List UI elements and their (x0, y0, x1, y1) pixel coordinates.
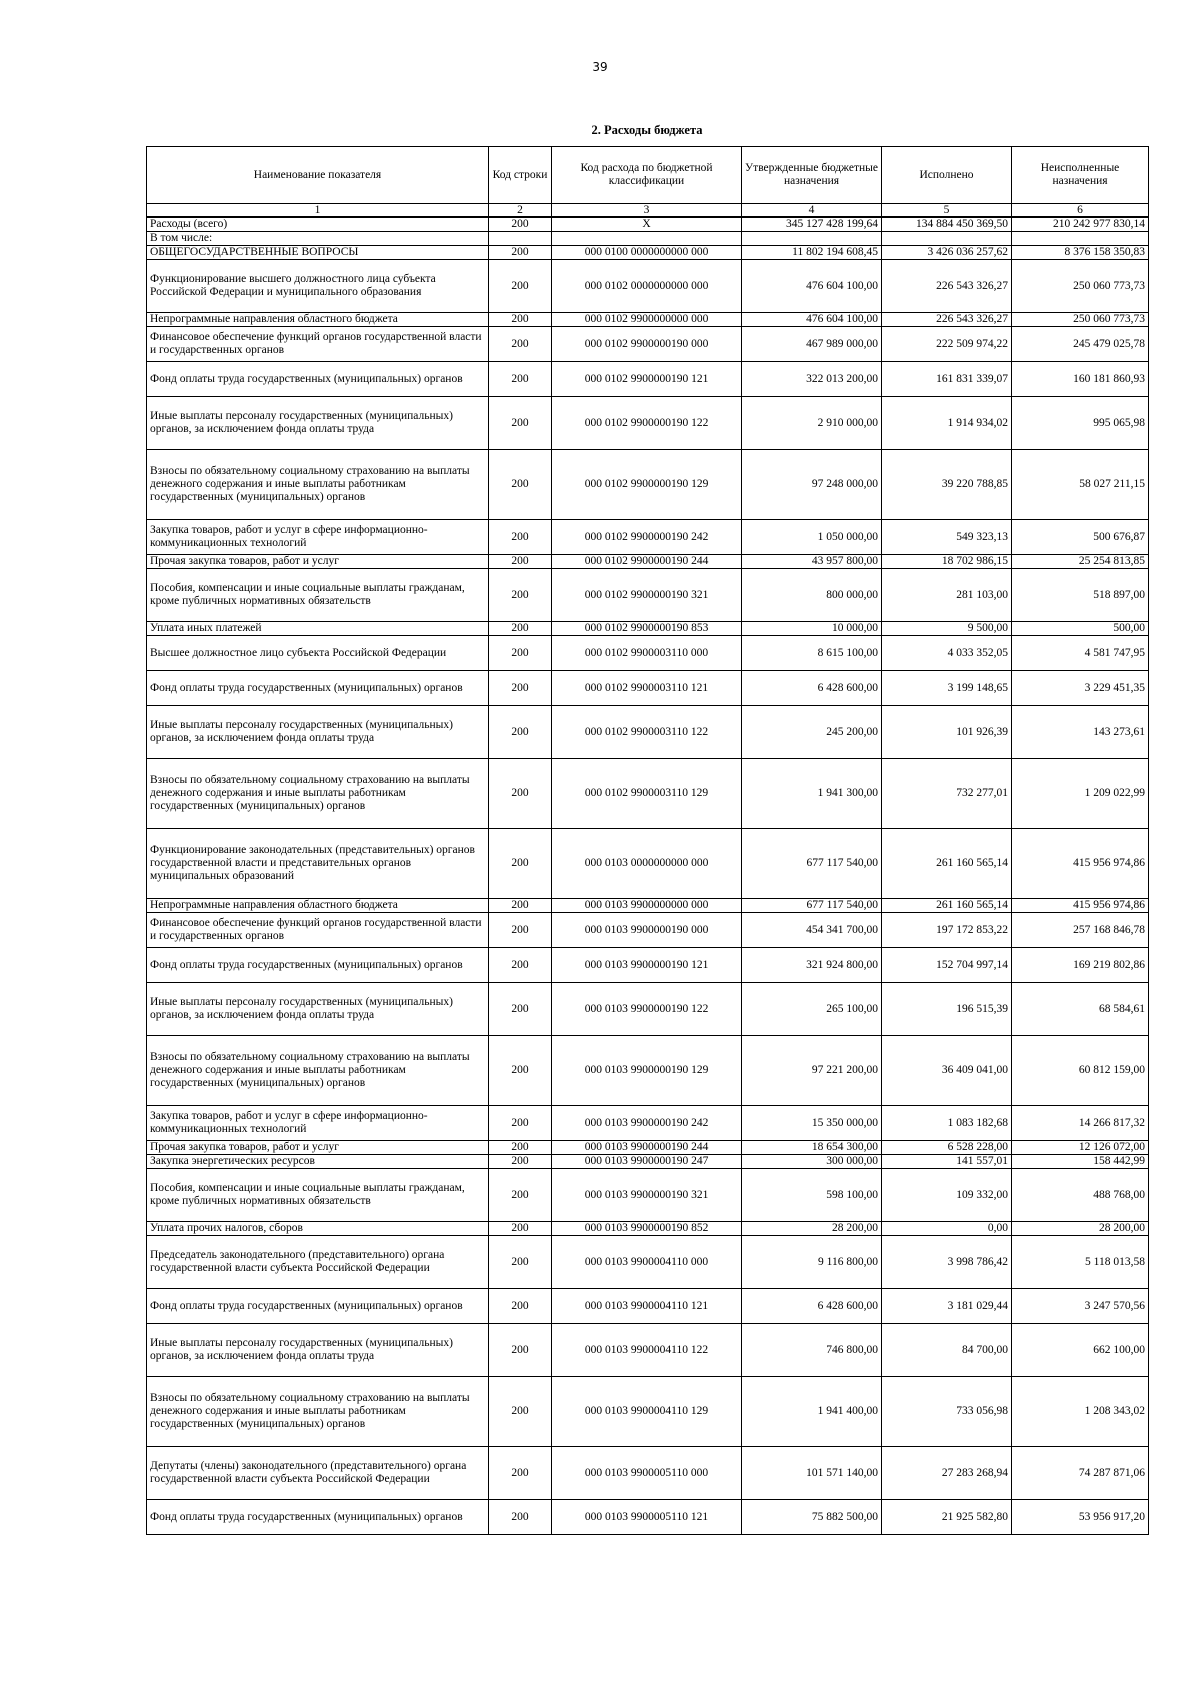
row-unexecuted: 250 060 773,73 (1012, 313, 1149, 327)
table-row (147, 313, 1149, 327)
row-executed: 281 103,00 (882, 569, 1012, 622)
row-approved: 6 428 600,00 (742, 1289, 882, 1324)
row-approved: 467 989 000,00 (742, 327, 882, 362)
row-unexecuted: 257 168 846,78 (1012, 913, 1149, 948)
row-executed: 3 426 036 257,62 (882, 246, 1012, 260)
row-unexecuted: 58 027 211,15 (1012, 450, 1149, 520)
row-code: 200 (489, 397, 552, 450)
row-unexecuted (1012, 232, 1149, 246)
row-unexecuted: 158 442,99 (1012, 1155, 1149, 1169)
table-row (147, 759, 1149, 829)
row-unexecuted: 25 254 813,85 (1012, 555, 1149, 569)
column-header-row-code: Код строки (489, 147, 552, 204)
row-code: 200 (489, 1324, 552, 1377)
row-classification-code: 000 0102 9900000190 121 (552, 362, 742, 397)
row-approved: 2 910 000,00 (742, 397, 882, 450)
row-name: Фонд оплаты труда государственных (муниципальных) органов (147, 948, 489, 983)
row-classification-code: 000 0103 9900004110 000 (552, 1236, 742, 1289)
row-classification-code: 000 0103 9900000190 121 (552, 948, 742, 983)
row-code: 200 (489, 555, 552, 569)
row-name: ОБЩЕГОСУДАРСТВЕННЫЕ ВОПРОСЫ (147, 246, 489, 260)
table-row (147, 232, 1149, 246)
row-code: 200 (489, 1377, 552, 1447)
row-executed: 109 332,00 (882, 1169, 1012, 1222)
row-code: 200 (489, 1106, 552, 1141)
row-code: 200 (489, 1036, 552, 1106)
row-code: 200 (489, 1447, 552, 1500)
row-approved: 9 116 800,00 (742, 1236, 882, 1289)
row-code: 200 (489, 706, 552, 759)
row-name: Фонд оплаты труда государственных (муниципальных) органов (147, 1500, 489, 1535)
row-code: 200 (489, 260, 552, 313)
row-name: Закупка товаров, работ и услуг в сфере информационно-коммуникационных технологий (147, 520, 489, 555)
row-approved: 300 000,00 (742, 1155, 882, 1169)
row-unexecuted: 4 581 747,95 (1012, 636, 1149, 671)
row-unexecuted: 488 768,00 (1012, 1169, 1149, 1222)
row-code: 200 (489, 829, 552, 899)
table-row (147, 450, 1149, 520)
row-approved: 265 100,00 (742, 983, 882, 1036)
row-unexecuted: 12 126 072,00 (1012, 1141, 1149, 1155)
row-approved: 677 117 540,00 (742, 829, 882, 899)
table-row (147, 1106, 1149, 1141)
row-approved: 1 050 000,00 (742, 520, 882, 555)
row-code: 200 (489, 636, 552, 671)
row-classification-code: 000 0102 0000000000 000 (552, 260, 742, 313)
row-classification-code: 000 0103 9900000190 247 (552, 1155, 742, 1169)
table-row (147, 362, 1149, 397)
row-classification-code: 000 0100 0000000000 000 (552, 246, 742, 260)
row-name: Финансовое обеспечение функций органов государственной власти и государственных органов (147, 327, 489, 362)
table-row (147, 555, 1149, 569)
row-unexecuted: 169 219 802,86 (1012, 948, 1149, 983)
row-name: Иные выплаты персоналу государственных (муниципальных) органов, за исключением фонда оплаты труда (147, 983, 489, 1036)
row-classification-code: 000 0102 9900000190 000 (552, 327, 742, 362)
row-executed: 3 199 148,65 (882, 671, 1012, 706)
column-number: 3 (552, 204, 742, 218)
column-number: 6 (1012, 204, 1149, 218)
table-row (147, 1500, 1149, 1535)
row-unexecuted: 415 956 974,86 (1012, 829, 1149, 899)
row-code: 200 (489, 362, 552, 397)
column-number: 4 (742, 204, 882, 218)
row-approved: 454 341 700,00 (742, 913, 882, 948)
row-unexecuted: 1 208 343,02 (1012, 1377, 1149, 1447)
row-name: Функционирование высшего должностного лица субъекта Российской Федерации и муниципального образования (147, 260, 489, 313)
row-code: 200 (489, 622, 552, 636)
row-approved: 321 924 800,00 (742, 948, 882, 983)
row-unexecuted: 74 287 871,06 (1012, 1447, 1149, 1500)
row-code: 200 (489, 1141, 552, 1155)
row-classification-code: 000 0102 9900003110 129 (552, 759, 742, 829)
row-approved: 1 941 300,00 (742, 759, 882, 829)
row-classification-code: 000 0103 9900000190 244 (552, 1141, 742, 1155)
table-row (147, 569, 1149, 622)
row-name: Прочая закупка товаров, работ и услуг (147, 1141, 489, 1155)
row-classification-code: 000 0103 9900000190 122 (552, 983, 742, 1036)
row-unexecuted: 14 266 817,32 (1012, 1106, 1149, 1141)
row-approved: 75 882 500,00 (742, 1500, 882, 1535)
row-approved: 245 200,00 (742, 706, 882, 759)
table-row (147, 217, 1149, 232)
row-name: Пособия, компенсации и иные социальные выплаты гражданам, кроме публичных нормативных обязательств (147, 569, 489, 622)
row-executed: 161 831 339,07 (882, 362, 1012, 397)
table-row (147, 1447, 1149, 1500)
row-name: Взносы по обязательному социальному страхованию на выплаты денежного содержания и иные выплаты работникам государственных (муниципальных) органов (147, 1036, 489, 1106)
row-name: Уплата иных платежей (147, 622, 489, 636)
row-approved: 28 200,00 (742, 1222, 882, 1236)
row-approved: 746 800,00 (742, 1324, 882, 1377)
row-unexecuted: 3 229 451,35 (1012, 671, 1149, 706)
row-classification-code: 000 0102 9900000190 242 (552, 520, 742, 555)
row-executed: 549 323,13 (882, 520, 1012, 555)
table-row (147, 1289, 1149, 1324)
row-executed: 101 926,39 (882, 706, 1012, 759)
row-approved: 97 221 200,00 (742, 1036, 882, 1106)
row-unexecuted: 500 676,87 (1012, 520, 1149, 555)
row-code: 200 (489, 983, 552, 1036)
row-code: 200 (489, 759, 552, 829)
table-row (147, 246, 1149, 260)
row-name: Иные выплаты персоналу государственных (муниципальных) органов, за исключением фонда оплаты труда (147, 706, 489, 759)
row-unexecuted: 60 812 159,00 (1012, 1036, 1149, 1106)
row-classification-code: 000 0103 9900000190 000 (552, 913, 742, 948)
row-code: 200 (489, 246, 552, 260)
row-executed: 39 220 788,85 (882, 450, 1012, 520)
table-title: 2. Расходы бюджета (591, 123, 703, 137)
row-executed: 733 056,98 (882, 1377, 1012, 1447)
row-name: Фонд оплаты труда государственных (муниципальных) органов (147, 671, 489, 706)
row-executed: 21 925 582,80 (882, 1500, 1012, 1535)
row-executed: 36 409 041,00 (882, 1036, 1012, 1106)
row-name: Прочая закупка товаров, работ и услуг (147, 555, 489, 569)
row-name: Закупка товаров, работ и услуг в сфере информационно-коммуникационных технологий (147, 1106, 489, 1141)
row-classification-code: 000 0102 9900000190 129 (552, 450, 742, 520)
row-name: Уплата прочих налогов, сборов (147, 1222, 489, 1236)
row-name: Финансовое обеспечение функций органов государственной власти и государственных органов (147, 913, 489, 948)
column-header-name: Наименование показателя (147, 147, 489, 204)
row-executed: 1 914 934,02 (882, 397, 1012, 450)
row-classification-code: 000 0102 9900000190 853 (552, 622, 742, 636)
row-approved: 677 117 540,00 (742, 899, 882, 913)
row-executed: 261 160 565,14 (882, 829, 1012, 899)
row-classification-code: 000 0103 9900000190 129 (552, 1036, 742, 1106)
row-code: 200 (489, 1169, 552, 1222)
row-unexecuted: 160 181 860,93 (1012, 362, 1149, 397)
row-approved: 8 615 100,00 (742, 636, 882, 671)
row-approved: 18 654 300,00 (742, 1141, 882, 1155)
row-executed: 3 181 029,44 (882, 1289, 1012, 1324)
row-code: 200 (489, 217, 552, 232)
row-code: 200 (489, 1500, 552, 1535)
table-body (147, 217, 1149, 1535)
row-classification-code: 000 0103 9900000190 852 (552, 1222, 742, 1236)
row-name: Функционирование законодательных (представительных) органов государственной власти и представительных органов муниципальных образований (147, 829, 489, 899)
row-approved: 476 604 100,00 (742, 260, 882, 313)
table-row (147, 636, 1149, 671)
table-row (147, 1324, 1149, 1377)
row-name: Непрограммные направления областного бюджета (147, 313, 489, 327)
table-row (147, 1036, 1149, 1106)
row-unexecuted: 210 242 977 830,14 (1012, 217, 1149, 232)
page-number: 39 (592, 60, 608, 74)
column-number: 5 (882, 204, 1012, 218)
row-classification-code: 000 0102 9900000000 000 (552, 313, 742, 327)
row-unexecuted: 415 956 974,86 (1012, 899, 1149, 913)
table-row (147, 1141, 1149, 1155)
row-executed: 4 033 352,05 (882, 636, 1012, 671)
row-classification-code: 000 0103 9900000000 000 (552, 899, 742, 913)
row-executed: 732 277,01 (882, 759, 1012, 829)
row-code (489, 232, 552, 246)
row-name: Иные выплаты персоналу государственных (муниципальных) органов, за исключением фонда оплаты труда (147, 1324, 489, 1377)
row-name: Взносы по обязательному социальному страхованию на выплаты денежного содержания и иные выплаты работникам государственных (муниципальных) органов (147, 759, 489, 829)
row-approved: 97 248 000,00 (742, 450, 882, 520)
row-classification-code: 000 0103 9900005110 000 (552, 1447, 742, 1500)
row-executed: 6 528 228,00 (882, 1141, 1012, 1155)
row-approved: 10 000,00 (742, 622, 882, 636)
row-classification-code: 000 0102 9900003110 122 (552, 706, 742, 759)
row-approved: 43 957 800,00 (742, 555, 882, 569)
table-row (147, 913, 1149, 948)
row-name: Фонд оплаты труда государственных (муниципальных) органов (147, 362, 489, 397)
row-code: 200 (489, 1289, 552, 1324)
table-row (147, 983, 1149, 1036)
row-executed: 222 509 974,22 (882, 327, 1012, 362)
table-row (147, 1169, 1149, 1222)
row-code: 200 (489, 671, 552, 706)
column-number-row (147, 204, 1149, 218)
table-row (147, 899, 1149, 913)
row-code: 200 (489, 913, 552, 948)
row-code: 200 (489, 899, 552, 913)
column-number: 1 (147, 204, 489, 218)
row-name: Взносы по обязательному социальному страхованию на выплаты денежного содержания и иные выплаты работникам государственных (муниципальных) органов (147, 450, 489, 520)
row-approved: 476 604 100,00 (742, 313, 882, 327)
budget-expenses-table (146, 146, 1149, 1535)
row-name: Председатель законодательного (представительного) органа государственной власти субъекта Российской Федерации (147, 1236, 489, 1289)
table-row (147, 327, 1149, 362)
row-classification-code: 000 0103 9900004110 121 (552, 1289, 742, 1324)
table-row (147, 1155, 1149, 1169)
row-executed: 18 702 986,15 (882, 555, 1012, 569)
row-executed: 0,00 (882, 1222, 1012, 1236)
row-classification-code: 000 0103 9900000190 321 (552, 1169, 742, 1222)
row-classification-code: 000 0102 9900003110 000 (552, 636, 742, 671)
row-approved (742, 232, 882, 246)
row-code: 200 (489, 569, 552, 622)
table-row (147, 671, 1149, 706)
table-row (147, 1377, 1149, 1447)
row-unexecuted: 250 060 773,73 (1012, 260, 1149, 313)
row-executed: 3 998 786,42 (882, 1236, 1012, 1289)
row-name: Расходы (всего) (147, 217, 489, 232)
row-name: В том числе: (147, 232, 489, 246)
row-approved: 11 802 194 608,45 (742, 246, 882, 260)
row-unexecuted: 518 897,00 (1012, 569, 1149, 622)
row-classification-code: 000 0103 9900005110 121 (552, 1500, 742, 1535)
table-row (147, 829, 1149, 899)
row-classification-code: 000 0103 9900004110 122 (552, 1324, 742, 1377)
table-row (147, 1222, 1149, 1236)
row-classification-code: X (552, 217, 742, 232)
row-unexecuted: 5 118 013,58 (1012, 1236, 1149, 1289)
row-approved: 322 013 200,00 (742, 362, 882, 397)
table-row (147, 520, 1149, 555)
column-header-executed: Исполнено (882, 147, 1012, 204)
row-code: 200 (489, 948, 552, 983)
row-executed: 1 083 182,68 (882, 1106, 1012, 1141)
row-unexecuted: 68 584,61 (1012, 983, 1149, 1036)
column-header-unexecuted: Неисполненные назначения (1012, 147, 1149, 204)
column-header-classification-code: Код расхода по бюджетной классификации (552, 147, 742, 204)
column-header-row (147, 147, 1149, 204)
table-row (147, 622, 1149, 636)
row-name: Закупка энергетических ресурсов (147, 1155, 489, 1169)
row-unexecuted: 245 479 025,78 (1012, 327, 1149, 362)
row-unexecuted: 53 956 917,20 (1012, 1500, 1149, 1535)
row-name: Фонд оплаты труда государственных (муниципальных) органов (147, 1289, 489, 1324)
row-approved: 345 127 428 199,64 (742, 217, 882, 232)
row-classification-code: 000 0102 9900003110 121 (552, 671, 742, 706)
row-name: Пособия, компенсации и иные социальные выплаты гражданам, кроме публичных нормативных обязательств (147, 1169, 489, 1222)
row-executed (882, 232, 1012, 246)
row-classification-code: 000 0103 9900000190 242 (552, 1106, 742, 1141)
row-name: Иные выплаты персоналу государственных (муниципальных) органов, за исключением фонда оплаты труда (147, 397, 489, 450)
row-executed: 27 283 268,94 (882, 1447, 1012, 1500)
row-code: 200 (489, 313, 552, 327)
row-approved: 1 941 400,00 (742, 1377, 882, 1447)
row-code: 200 (489, 1155, 552, 1169)
row-name: Высшее должностное лицо субъекта Российской Федерации (147, 636, 489, 671)
row-unexecuted: 8 376 158 350,83 (1012, 246, 1149, 260)
row-classification-code: 000 0102 9900000190 244 (552, 555, 742, 569)
row-executed: 196 515,39 (882, 983, 1012, 1036)
row-classification-code: 000 0102 9900000190 122 (552, 397, 742, 450)
table-row (147, 1236, 1149, 1289)
row-code: 200 (489, 1222, 552, 1236)
row-executed: 197 172 853,22 (882, 913, 1012, 948)
row-name: Непрограммные направления областного бюджета (147, 899, 489, 913)
row-code: 200 (489, 520, 552, 555)
row-approved: 6 428 600,00 (742, 671, 882, 706)
row-classification-code: 000 0103 9900004110 129 (552, 1377, 742, 1447)
row-classification-code: 000 0102 9900000190 321 (552, 569, 742, 622)
table-row (147, 706, 1149, 759)
row-unexecuted: 995 065,98 (1012, 397, 1149, 450)
table-row (147, 397, 1149, 450)
column-header-approved: Утвержденные бюджетные назначения (742, 147, 882, 204)
row-executed: 152 704 997,14 (882, 948, 1012, 983)
row-unexecuted: 3 247 570,56 (1012, 1289, 1149, 1324)
row-unexecuted: 143 273,61 (1012, 706, 1149, 759)
row-executed: 9 500,00 (882, 622, 1012, 636)
row-approved: 598 100,00 (742, 1169, 882, 1222)
row-unexecuted: 1 209 022,99 (1012, 759, 1149, 829)
row-unexecuted: 28 200,00 (1012, 1222, 1149, 1236)
table-row (147, 948, 1149, 983)
row-approved: 101 571 140,00 (742, 1447, 882, 1500)
row-name: Взносы по обязательному социальному страхованию на выплаты денежного содержания и иные выплаты работникам государственных (муниципальных) органов (147, 1377, 489, 1447)
row-code: 200 (489, 1236, 552, 1289)
row-classification-code: 000 0103 0000000000 000 (552, 829, 742, 899)
row-executed: 226 543 326,27 (882, 313, 1012, 327)
row-code: 200 (489, 327, 552, 362)
row-executed: 134 884 450 369,50 (882, 217, 1012, 232)
column-number: 2 (489, 204, 552, 218)
row-classification-code (552, 232, 742, 246)
row-executed: 226 543 326,27 (882, 260, 1012, 313)
row-executed: 261 160 565,14 (882, 899, 1012, 913)
row-unexecuted: 500,00 (1012, 622, 1149, 636)
row-name: Депутаты (члены) законодательного (представительного) органа государственной власти субъекта Российской Федерации (147, 1447, 489, 1500)
row-approved: 15 350 000,00 (742, 1106, 882, 1141)
row-executed: 141 557,01 (882, 1155, 1012, 1169)
row-executed: 84 700,00 (882, 1324, 1012, 1377)
row-code: 200 (489, 450, 552, 520)
table-row (147, 260, 1149, 313)
row-approved: 800 000,00 (742, 569, 882, 622)
row-unexecuted: 662 100,00 (1012, 1324, 1149, 1377)
